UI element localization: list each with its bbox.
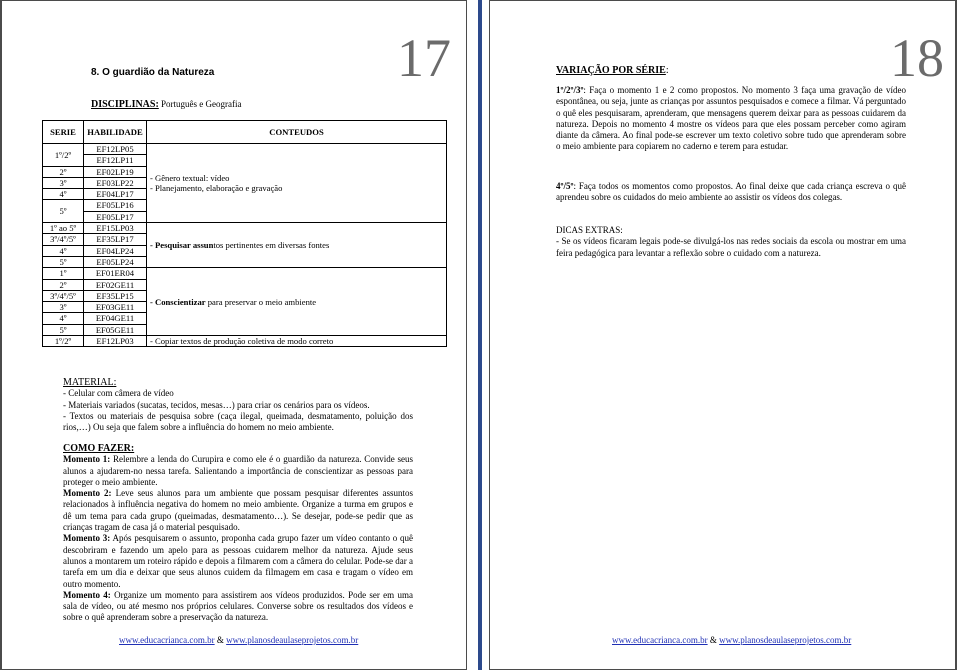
variacao-heading: VARIAÇÃO POR SÉRIE <box>556 65 666 76</box>
footer-link-educacrianca[interactable]: www.educacrianca.com.br <box>119 635 215 645</box>
serie-cell: 4º <box>43 313 84 324</box>
habilidade-cell: EF12LP05 <box>84 144 147 155</box>
footer-ampersand: & <box>707 635 720 645</box>
momento-3 <box>63 533 413 589</box>
page-number: 18 <box>890 28 944 88</box>
footer-link-planos[interactable]: www.planosdeaulaseprojetos.com.br <box>226 635 359 645</box>
header-conteudos: CONTEUDOS <box>147 121 447 144</box>
material-item: - Textos ou materiais de pesquisa sobre (caça ilegal, queimada, desmatamento, poluição dos rios,…) Ou seja que falem sobre a influência do homem no meio ambiente. <box>63 410 413 433</box>
serie-cell: 5º <box>43 324 84 335</box>
table-row <box>43 268 447 279</box>
conteudo-cell <box>147 144 447 223</box>
serie-cell: 1º ao 5º <box>43 223 84 234</box>
habilidade-cell: EF05LP17 <box>84 211 147 222</box>
footer-link-planos[interactable]: www.planosdeaulaseprojetos.com.br <box>719 635 852 645</box>
momento-text: Relembre a lenda do Curupira e como ele é o guardião da natureza. Convide seus alunos a ajudarem-no nessa tarefa. Salientando a importância de conscientizar as pessoas para proteger o meio ambiente. <box>63 454 413 487</box>
habilidade-cell: EF05LP16 <box>84 200 147 211</box>
serie-cell: 2º <box>43 279 84 290</box>
footer-link-educacrianca[interactable]: www.educacrianca.com.br <box>612 635 708 645</box>
conteudo-text: para preservar o meio ambiente <box>205 296 317 307</box>
momento-label: Momento 4: <box>63 589 111 600</box>
habilidade-cell: EF15LP03 <box>84 223 147 234</box>
serie-cell: 3º <box>43 302 84 313</box>
variacao-4-5 <box>556 181 906 204</box>
momento-4 <box>63 590 413 624</box>
table-row <box>43 336 447 347</box>
dicas-heading: DICAS EXTRAS: <box>556 225 623 235</box>
habilidade-cell: EF01ER04 <box>84 268 147 279</box>
paragraph-text: : Faça o momento 1 e 2 como propostos. No momento 3 faça uma gravação de vídeo espontânea, ou seja, junte as crianças por assuntos pesquisados e comece a filmar. Vá perguntado o quê eles pesquisaram, aprenderam, que mensagens querem deixar para as pessoas cuidarem da natureza. Depois no momento 4 mostre os vídeos para que eles possam perceber como agiram diante da câmera. Ao final pode-se escrever um texto coletivo sobre tudo que aprenderam sobre o meio ambiente para copiarem no caderno e terem para estudar. <box>556 85 906 152</box>
serie-cell: 1º/2º <box>43 144 84 167</box>
serie-cell: 3º/4º/5º <box>43 234 84 245</box>
header-serie: SERIE <box>43 121 84 144</box>
disciplinas-line <box>91 99 242 110</box>
table-header-row <box>43 121 447 144</box>
serie-cell: 3º <box>43 177 84 188</box>
habilidade-cell: EF05LP24 <box>84 256 147 267</box>
table-row <box>43 144 447 155</box>
conteudo-cell <box>147 268 447 336</box>
momento-text: Organize um momento para assistirem aos vídeos produzidos. Pode ser em uma sala de vídeo, ou até mesmo nos próprios celulares. Converse sobre os resultados dos vídeos e sobre o quê aprenderam sobre a preservação da natureza. <box>63 589 413 623</box>
dicas-text: - Se os vídeos ficaram legais pode-se divulgá-los nas redes sociais da escola ou mostrar em uma feira pedagógica para levantar a reflexão sobre o cuidado com a natureza. <box>556 236 906 258</box>
serie-cell: 4º <box>43 189 84 200</box>
habilidade-cell: EF03LP22 <box>84 177 147 188</box>
variacao-1-2-3 <box>556 85 906 153</box>
como-fazer-section <box>63 443 413 624</box>
conteudo-bold: - Pesquisar assun <box>150 240 214 251</box>
conteudo-text: tos pertinentes em diversas fontes <box>213 240 330 251</box>
momento-text: Após pesquisarem o assunto, proponha cada grupo fazer um vídeo contanto o quê descobriram e fazendo um apelo para as pessoas cuidarem melhor da natureza. Ajude seus alunos a montarem um roteiro rápido e depois a filmarem com a câmera do celular. Pode-se dar a tarefa em um dia e deixar que seus alunos cuidem da filmagem em casa e tragam o vídeo em outro momento. <box>63 533 413 589</box>
serie-cell: 1º/2º <box>43 336 84 347</box>
disciplinas-value: Português e Geografia <box>158 99 242 109</box>
habilidade-cell: EF02LP19 <box>84 166 147 177</box>
conteudo-text: - Copiar textos de produção coletiva de modo correto <box>150 336 334 347</box>
habilidade-cell: EF35LP15 <box>84 290 147 301</box>
footer-ampersand: & <box>214 635 227 645</box>
table-body <box>43 144 447 347</box>
conteudo-bold: - Conscientizar <box>150 296 206 307</box>
conteudo-text: - Gênero textual: vídeo - Planejamento, elaboração e gravação <box>150 172 283 194</box>
momento-text: Leve seus alunos para um ambiente que possam pesquisar diferentes assuntos relacionados à influência negativa do homem no meio ambiente. Organize a turma em grupos e dê um tema para cada grupo (queimadas, desmatamento…). Se desejar, pode-se pedir que as crianças tragam de casa já o material pesquisado. <box>63 488 413 533</box>
footer <box>612 635 851 645</box>
footer <box>119 635 358 645</box>
serie-label: 1º/2º/3º <box>556 85 584 95</box>
momento-label: Momento 3: <box>63 533 111 544</box>
section-title: 8. O guardião da Natureza <box>91 67 215 78</box>
serie-cell: 3º/4º/5º <box>43 290 84 301</box>
header-habilidade: HABILIDADE <box>84 121 147 144</box>
habilidade-cell: EF35LP17 <box>84 234 147 245</box>
serie-label: 4º/5º <box>556 181 574 191</box>
habilidade-cell: EF04LP17 <box>84 189 147 200</box>
habilidade-cell: EF04LP24 <box>84 245 147 256</box>
momento-label: Momento 2: <box>63 488 112 499</box>
serie-cell: 1º <box>43 268 84 279</box>
page-17 <box>0 0 467 670</box>
como-fazer-heading: COMO FAZER: <box>63 443 135 454</box>
variacao-heading-line <box>556 65 669 76</box>
momento-label: Momento 1: <box>63 454 111 465</box>
habilidade-cell: EF12LP03 <box>84 336 147 347</box>
habilidade-cell: EF12LP11 <box>84 155 147 166</box>
momento-1 <box>63 454 413 488</box>
habilidade-cell: EF04GE11 <box>84 313 147 324</box>
material-item: - Celular com câmera de vídeo <box>63 388 174 399</box>
habilidade-cell: EF02GE11 <box>84 279 147 290</box>
conteudo-cell <box>147 336 447 347</box>
material-section: MATERIAL: - Celular com câmera de vídeo - Materiais variados (sucatas, tecidos, mesas…) para criar os cenários para os vídeos. - Textos ou materiais de pesquisa sobre (caça ilegal, queimada, desmatamento, poluição dos rios,…) Ou seja que falem sobre a influência do homem no meio ambiente. <box>63 377 413 433</box>
page-number: 17 <box>397 28 451 88</box>
variacao-colon: : <box>665 65 669 76</box>
serie-cell: 5º <box>43 256 84 267</box>
page-divider <box>478 0 482 670</box>
serie-cell: 2º <box>43 166 84 177</box>
disciplinas-label: DISCIPLINAS: <box>91 99 159 110</box>
momento-2 <box>63 488 413 533</box>
table-row <box>43 223 447 234</box>
material-item: - Materiais variados (sucatas, tecidos, mesas…) para criar os cenários para os vídeos. <box>63 399 370 410</box>
habilidade-cell: EF05GE11 <box>84 324 147 335</box>
serie-cell: 5º <box>43 200 84 223</box>
dicas-section <box>556 225 906 259</box>
page-18 <box>489 0 957 670</box>
paragraph-text: : Faça todos os momentos como propostos. Ao final deixe que cada criança escreva o quê aprendeu sobre os cuidados do meio ambiente ao assistir os vídeos dos colegas. <box>556 181 906 203</box>
conteudo-cell <box>147 223 447 268</box>
serie-cell: 4º <box>43 245 84 256</box>
habilidades-table <box>42 120 447 347</box>
habilidade-cell: EF03GE11 <box>84 302 147 313</box>
material-heading: MATERIAL <box>63 377 114 388</box>
